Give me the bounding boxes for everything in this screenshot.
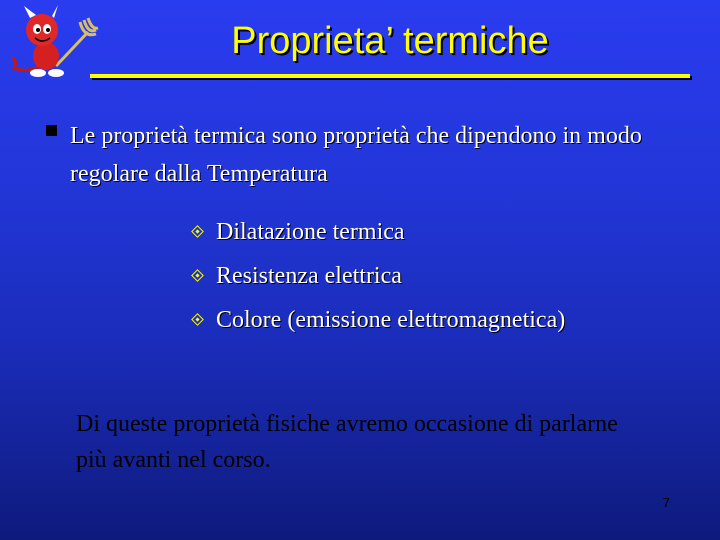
devil-mascot-icon	[4, 2, 100, 82]
slide-title: Proprieta’ termiche	[231, 20, 549, 62]
diamond-bullet-icon	[191, 225, 204, 238]
square-bullet-icon	[46, 125, 57, 136]
closing-note: Di queste proprietà fisiche avremo occasione di parlarne più avanti nel corso.	[76, 411, 618, 473]
sub-bullet-text: Colore (emissione elettromagnetica)	[216, 307, 566, 333]
page-number: 7	[662, 495, 670, 510]
diamond-bullet-icon	[191, 269, 204, 282]
main-bullet-item	[46, 117, 686, 193]
sub-bullet-item	[190, 258, 565, 302]
sub-bullet-text: Resistenza elettrica	[216, 263, 402, 289]
diamond-bullet-icon	[191, 313, 204, 326]
sub-bullet-item	[190, 214, 565, 258]
sub-bullet-list	[190, 214, 565, 346]
title-underline	[90, 74, 690, 78]
sub-bullet-item	[190, 302, 565, 346]
main-bullet-text: Le proprietà termica sono proprietà che dipendono in modo regolare dalla Temperatura	[70, 123, 642, 187]
sub-bullet-text: Dilatazione termica	[216, 219, 405, 245]
